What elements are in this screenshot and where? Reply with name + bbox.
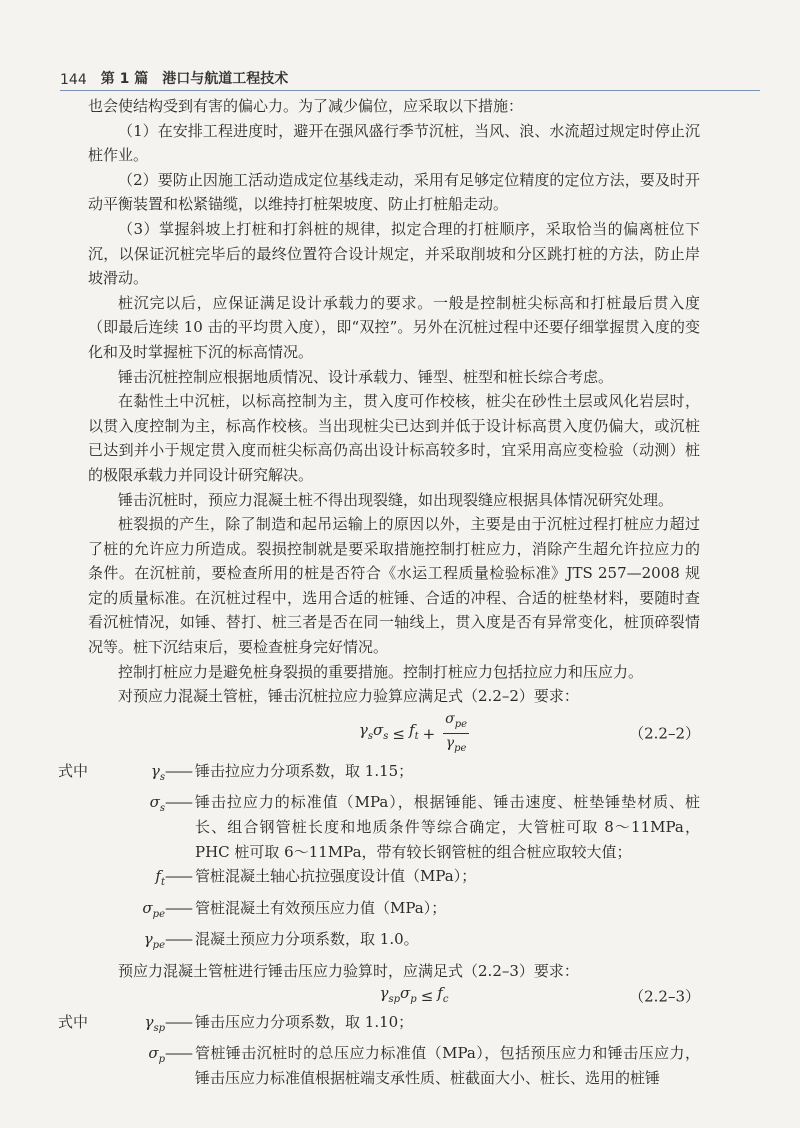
formula-2-2-3: [88, 984, 700, 1010]
definition-row: $\sigma_s$ —— 锤击拉应力的标准值（MPa），根据锤能、锤击速度、桩垫锤垫材质、桩长、组合钢管桩长度和地质条件等综合确定，大管桩可取 8～11MPa，PHC 桩可取 6～11MPa，带有较长钢管桩的组合桩应取较大值；: [149, 793, 700, 861]
symbol-definitions: [58, 1010, 700, 1091]
paragraph: 也会使结构受到有害的偏心力。为了减少偏位，应采取以下措施：: [88, 97, 524, 115]
paragraph: （1）在安排工程进度时，避开在强风盛行季节沉桩，当风、浪、水流超过规定时停止沉桩作业。: [88, 121, 700, 165]
part-label: 第 1 篇: [100, 71, 149, 87]
page-number: 144: [60, 72, 87, 88]
paragraph: （2）要防止因施工活动造成定位基线走动，采用有足够定位精度的定位方法，要及时开动平衡装置和松紧锚缆，以维持打桩架坡度、防止打桩船走动。: [88, 170, 700, 214]
definition-row: $\gamma_{pe}$ —— 混凝土预应力分项系数，取 1.0。: [143, 930, 419, 952]
header-rule: [60, 90, 760, 91]
fraction: $\frac{\sigma_{pe}}{\gamma_{pe}}$: [445, 710, 468, 755]
paragraph: 桩裂损的产生，除了制造和起吊运输上的原因以外，主要是由于沉桩过程打桩应力超过了桩的允许应力所造成。裂损控制就是要采取措施控制打桩应力，消除产生超允许拉应力的条件。在沉桩前，要检查所用的桩是否符合《水运工程质量检验标准》JTS 257—2008 规定的质量标准。在沉桩过程中，选用合适的桩锤、合适的冲程、合适的桩垫材料，要随时查看沉桩情况，如锤、替打、桩三者是否在同一轴线上，贯入度是否有异常变化，桩顶碎裂情况等。桩下沉结束后，要检查桩身完好情况。: [88, 515, 700, 657]
paragraph: 锤击沉桩控制应根据地质情况、设计承载力、锤型、桩型和桩长综合考虑。: [118, 367, 614, 386]
definition-row: $\sigma_p$ —— 管桩锤击沉桩时的总压应力标准值（MPa），包括预压应力和锤击压应力，锤击压应力标准值根据桩端支承性质、桩截面大小、桩长、选用的桩锤: [148, 1044, 700, 1087]
paragraph: 预应力混凝土管桩进行锤击压应力验算时，应满足式（2.2–3）要求：: [118, 962, 579, 980]
paragraph: （3）掌握斜坡上打桩和打斜桩的规律，拟定合理的打桩顺序，采取恰当的偏离桩位下沉，以保证沉桩完毕后的最终位置符合设计规定，并采取削坡和分区跳打桩的方法，防止岸坡滑动。: [88, 219, 700, 288]
symbol-definitions: [58, 759, 700, 959]
paragraph: 对预应力混凝土管桩，锤击沉桩拉应力验算应满足式（2.2–2）要求：: [118, 687, 579, 706]
definition-row: $f_t$ —— 管桩混凝土轴心抗拉强度设计值（MPa）；: [155, 867, 477, 889]
part-title: 港口与航道工程技术: [162, 71, 289, 87]
paragraph: 桩沉完以后，应保证满足设计承载力的要求。一般是控制桩尖标高和打桩最后贯入度（即最后连续 10 击的平均贯入度），即“双控”。另外在沉桩过程中还要仔细掌握贯入度的变化和及时掌握桩下沉的标高情况。: [88, 293, 700, 361]
formula-expression: $\gamma_{sp}\sigma_p$ ≤ $f_c$: [379, 983, 449, 1006]
formula-expression: $\gamma_s\sigma_s$ ≤ $f_t$ + $\frac{\sigma_{pe}}{\gamma_{pe}}$: [359, 710, 469, 759]
equation-number: （2.2–2）: [629, 724, 700, 743]
definition-row: 式中 $\gamma_s$ —— 锤击拉应力分项系数，取 1.15；: [58, 761, 414, 783]
paragraph: 锤击沉桩时，预应力混凝土桩不得出现裂缝，如出现裂缝应根据具体情况研究处理。: [118, 490, 674, 509]
page-body: [58, 94, 700, 1090]
definition-row: 式中 $\gamma_{sp}$ —— 锤击压应力分项系数，取 1.10；: [58, 1012, 414, 1034]
paragraph: 控制打桩应力是避免桩身裂损的重要措施。控制打桩应力包括拉应力和压应力。: [118, 662, 644, 681]
equation-number: （2.2–3）: [629, 987, 700, 1006]
formula-2-2-2: [88, 709, 700, 759]
paragraph: 在黏性土中沉桩，以标高控制为主，贯入度可作校核，桩尖在砂性土层或风化岩层时，以贯入度控制为主，标高作校核。当出现桩尖已达到并低于设计标高贯入度仍偏大，或沉桩已达到并小于规定贯入度而桩尖标高仍高出设计标高较多时，宜采用高应变检验（动测）桩的极限承载力并同设计研究解决。: [88, 392, 700, 484]
running-header: [60, 58, 760, 88]
definition-row: $\sigma_{pe}$ —— 管桩混凝土有效预压应力值（MPa）；: [142, 898, 447, 920]
